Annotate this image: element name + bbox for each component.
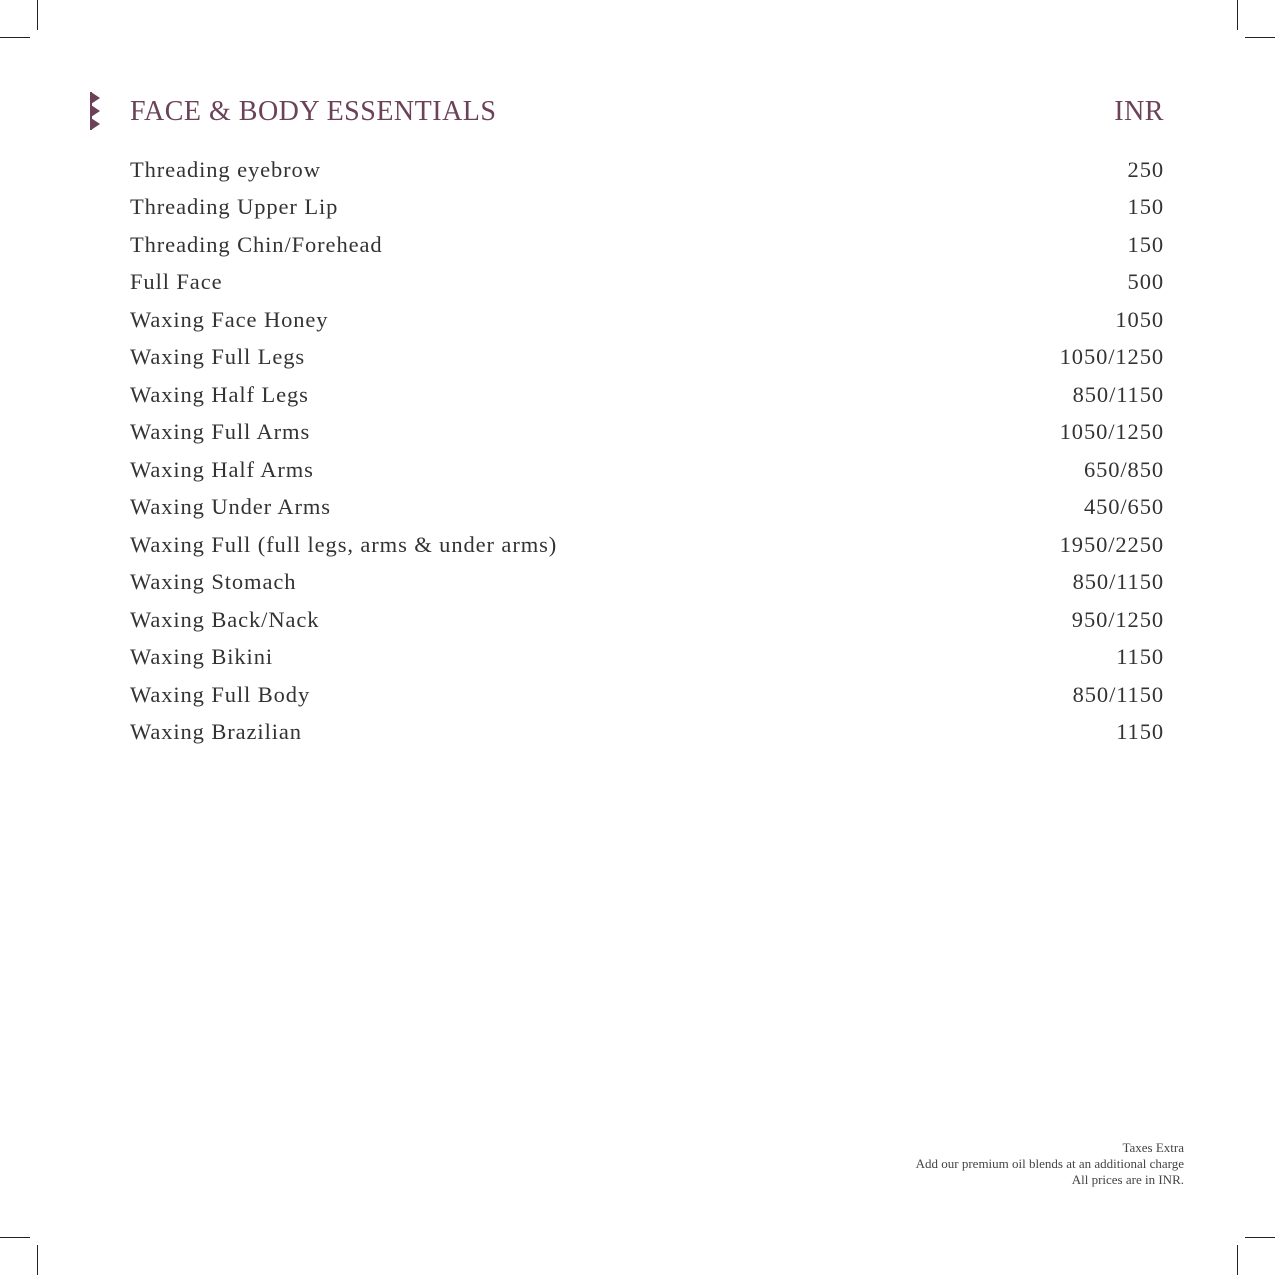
crop-mark: [0, 37, 30, 38]
list-item: [130, 676, 1164, 714]
service-name: Waxing Stomach: [130, 569, 297, 595]
service-name: Waxing Face Honey: [130, 306, 329, 332]
crop-mark: [1245, 37, 1275, 38]
list-item: [130, 264, 1164, 302]
service-name: Waxing Back/Nack: [130, 606, 320, 632]
service-name: Threading Chin/Forehead: [130, 231, 383, 257]
service-name: Threading eyebrow: [130, 156, 321, 182]
page-title: FACE & BODY ESSENTIALS: [130, 96, 497, 127]
price-list: [130, 151, 1164, 751]
list-item: [130, 339, 1164, 377]
service-name: Waxing Full (full legs, arms & under arms): [130, 531, 558, 557]
list-item: [130, 639, 1164, 677]
service-price: 150: [1127, 231, 1164, 257]
list-item: [130, 451, 1164, 489]
crop-mark: [1237, 1245, 1238, 1275]
list-item: [130, 601, 1164, 639]
crop-mark: [1245, 1237, 1275, 1238]
oil-blends-note: Add our premium oil blends at an additional charge: [915, 1156, 1184, 1171]
service-name: Full Face: [130, 269, 223, 295]
service-name: Waxing Half Legs: [130, 381, 309, 407]
service-price: 250: [1127, 156, 1164, 182]
service-name: Threading Upper Lip: [130, 194, 339, 220]
service-name: Waxing Brazilian: [130, 719, 302, 745]
service-price: 850/1150: [1072, 569, 1164, 595]
service-price: 950/1250: [1071, 606, 1164, 632]
service-name: Waxing Full Arms: [130, 419, 311, 445]
currency-note: All prices are in INR.: [1071, 1172, 1184, 1187]
list-item: [130, 189, 1164, 227]
service-price: 500: [1127, 269, 1164, 295]
list-item: [130, 714, 1164, 752]
service-price: 1050/1250: [1059, 419, 1164, 445]
list-item: [130, 301, 1164, 339]
list-item: [130, 376, 1164, 414]
service-price: 850/1150: [1072, 381, 1164, 407]
crop-mark: [1237, 0, 1238, 30]
service-name: Waxing Bikini: [130, 644, 274, 670]
service-price: 450/650: [1083, 494, 1164, 520]
service-price: 1050: [1115, 306, 1164, 332]
service-price: 1050/1250: [1059, 344, 1164, 370]
section-header: [88, 92, 1164, 132]
crop-mark: [0, 1237, 30, 1238]
service-price: 150: [1127, 194, 1164, 220]
list-item: [130, 489, 1164, 527]
service-price: 1150: [1116, 644, 1164, 670]
footnotes: [916, 1140, 1184, 1188]
service-name: Waxing Half Arms: [130, 456, 314, 482]
service-price: 650/850: [1083, 456, 1164, 482]
list-item: [130, 564, 1164, 602]
list-item: [130, 226, 1164, 264]
service-name: Waxing Full Legs: [130, 344, 306, 370]
service-price: 1950/2250: [1059, 531, 1164, 557]
service-price: 850/1150: [1072, 681, 1164, 707]
taxes-note: Taxes Extra: [1122, 1140, 1184, 1155]
crop-mark: [37, 1245, 38, 1275]
list-item: [130, 151, 1164, 189]
list-item: [130, 414, 1164, 452]
service-name: Waxing Full Body: [130, 681, 311, 707]
service-price: 1150: [1116, 719, 1164, 745]
list-item: [130, 526, 1164, 564]
service-name: Waxing Under Arms: [130, 494, 331, 520]
crop-mark: [37, 0, 38, 30]
currency-label: INR: [1114, 96, 1164, 127]
diamond-chevron-mark-icon: [88, 92, 104, 130]
